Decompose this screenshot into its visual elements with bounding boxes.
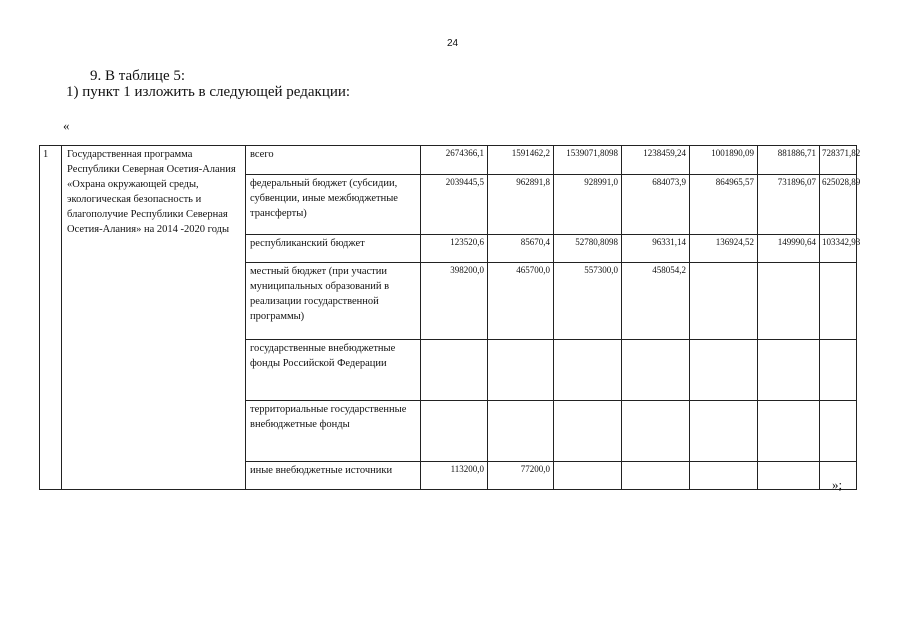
- value-cell: 928991,0: [554, 175, 622, 235]
- value-cell: 149990,64: [758, 235, 820, 263]
- value-cell: 103342,93: [820, 235, 857, 263]
- value-cell: [690, 401, 758, 462]
- value-cell: 1539071,8098: [554, 146, 622, 175]
- value-cell: [622, 340, 690, 401]
- funding-source: республиканский бюджет: [246, 235, 421, 263]
- program-name: Государственная программа Республики Северная Осетия-Алания «Охрана окружающей среды, экологическая безопасность и благополучие Республики Северная Осетия-Алания» на 2014 -2020 годы: [62, 146, 246, 490]
- value-cell: [758, 462, 820, 490]
- funding-source: территориальные государственные внебюджетные фонды: [246, 401, 421, 462]
- value-cell: 1591462,2: [488, 146, 554, 175]
- value-cell: [622, 401, 690, 462]
- value-cell: 136924,52: [690, 235, 758, 263]
- amendment-subheading: 1) пункт 1 изложить в следующей редакции:: [66, 84, 351, 100]
- value-cell: 684073,9: [622, 175, 690, 235]
- value-cell: 881886,71: [758, 146, 820, 175]
- value-cell: [488, 401, 554, 462]
- value-cell: [758, 340, 820, 401]
- value-cell: 1001890,09: [690, 146, 758, 175]
- value-cell: 458054,2: [622, 263, 690, 340]
- value-cell: 864965,57: [690, 175, 758, 235]
- value-cell: [820, 401, 857, 462]
- funding-source: государственные внебюджетные фонды Российской Федерации: [246, 340, 421, 401]
- value-cell: 113200,0: [421, 462, 488, 490]
- value-cell: [421, 401, 488, 462]
- value-cell: 96331,14: [622, 235, 690, 263]
- value-cell: [758, 401, 820, 462]
- opening-quote: «: [63, 118, 70, 133]
- value-cell: [554, 340, 622, 401]
- value-cell: 731896,07: [758, 175, 820, 235]
- value-cell: 962891,8: [488, 175, 554, 235]
- funding-source: иные внебюджетные источники: [246, 462, 421, 490]
- value-cell: [690, 462, 758, 490]
- value-cell: 465700,0: [488, 263, 554, 340]
- funding-source: всего: [246, 146, 421, 175]
- value-cell: [820, 263, 857, 340]
- value-cell: [622, 462, 690, 490]
- closing-quote: »;: [832, 477, 843, 492]
- value-cell: [820, 340, 857, 401]
- value-cell: [554, 401, 622, 462]
- value-cell: 77200,0: [488, 462, 554, 490]
- value-cell: 123520,6: [421, 235, 488, 263]
- value-cell: 85670,4: [488, 235, 554, 263]
- funding-source: федеральный бюджет (субсидии, субвенции, иные межбюджетные трансферты): [246, 175, 421, 235]
- value-cell: 398200,0: [421, 263, 488, 340]
- value-cell: 2039445,5: [421, 175, 488, 235]
- value-cell: 2674366,1: [421, 146, 488, 175]
- value-cell: [690, 263, 758, 340]
- row-index: 1: [40, 146, 62, 490]
- value-cell: 52780,8098: [554, 235, 622, 263]
- value-cell: 557300,0: [554, 263, 622, 340]
- value-cell: 625028,89: [820, 175, 857, 235]
- amendment-heading: 9. В таблице 5:: [90, 68, 186, 84]
- value-cell: 1238459,24: [622, 146, 690, 175]
- value-cell: [421, 340, 488, 401]
- value-cell: [554, 462, 622, 490]
- table-row: [40, 146, 857, 175]
- value-cell: [758, 263, 820, 340]
- budget-table: [39, 145, 861, 490]
- page-number: 24: [446, 38, 459, 49]
- funding-source: местный бюджет (при участии муниципальных образований в реализации государственной программы): [246, 263, 421, 340]
- value-cell: [488, 340, 554, 401]
- value-cell: 728371,82: [820, 146, 857, 175]
- value-cell: [690, 340, 758, 401]
